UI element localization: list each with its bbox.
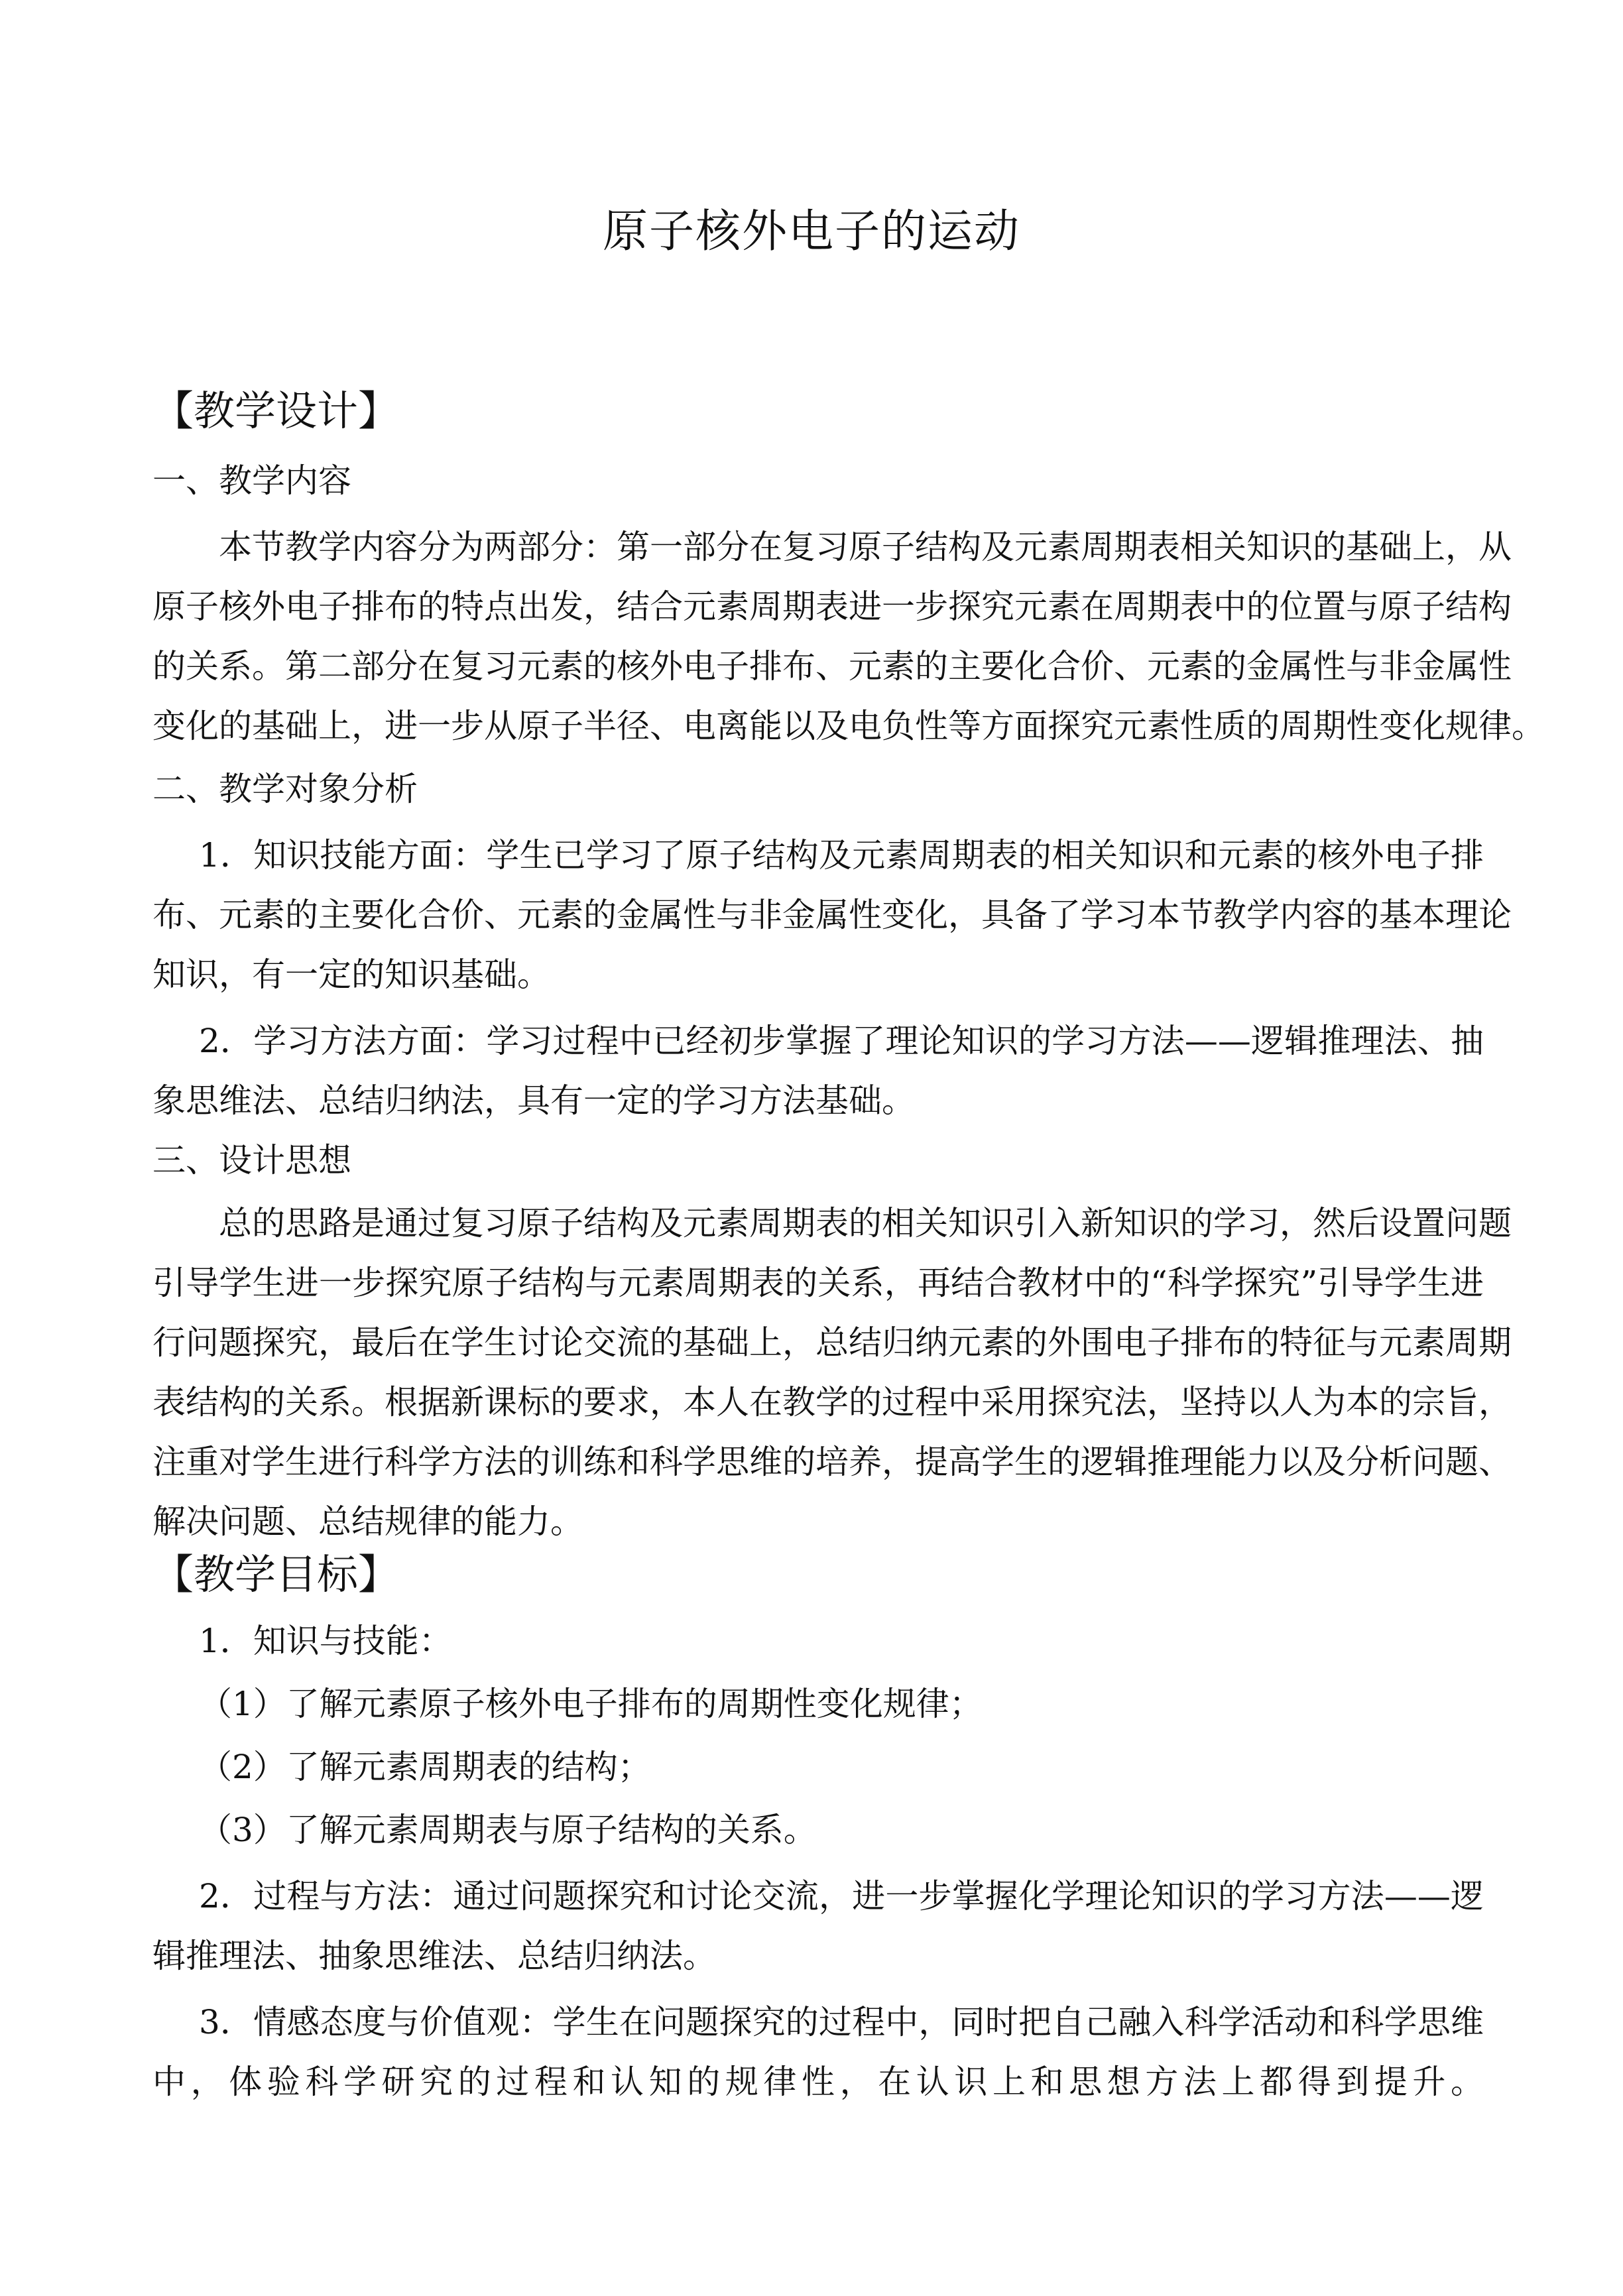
paragraph-line: 布、元素的主要化合价、元素的金属性与非金属性变化，具备了学习本节教学内容的基本理论	[152, 896, 1512, 934]
goal-line: 辑推理法、抽象思维法、总结归纳法。	[152, 1937, 716, 1975]
paragraph-line: 行问题探究，最后在学生讨论交流的基础上，总结归纳元素的外围电子排布的特征与元素周期	[152, 1323, 1512, 1362]
section-heading-teaching-design: 【教学设计】	[152, 387, 400, 435]
paragraph-line: 引导学生进一步探究原子结构与元素周期表的关系，再结合教材中的“科学探究”引导学生进	[152, 1264, 1484, 1302]
paragraph-line: 知识，有一定的知识基础。	[152, 955, 550, 994]
paragraph-line: 1．知识技能方面：学生已学习了原子结构及元素周期表的相关知识和元素的核外电子排	[199, 836, 1484, 875]
paragraph-line: 总的思路是通过复习原子结构及元素周期表的相关知识引入新知识的学习，然后设置问题	[219, 1204, 1512, 1242]
goal-line: 3．情感态度与价值观：学生在问题探究的过程中，同时把自己融入科学活动和科学思维	[199, 2003, 1484, 2041]
page-title: 原子核外电子的运动	[602, 206, 1020, 258]
paragraph-line: 象思维法、总结归纳法，具有一定的学习方法基础。	[152, 1081, 915, 1120]
paragraph-line: 原子核外电子排布的特点出发，结合元素周期表进一步探究元素在周期表中的位置与原子结构	[152, 587, 1512, 626]
goal-line: 2．过程与方法：通过问题探究和讨论交流，进一步掌握化学理论知识的学习方法——逻	[199, 1877, 1484, 1915]
part1-heading: 一、教学内容	[152, 461, 351, 500]
part2-heading: 二、教学对象分析	[152, 770, 418, 808]
paragraph-line: 变化的基础上，进一步从原子半径、电离能以及电负性等方面探究元素性质的周期性变化规律。	[152, 707, 1545, 745]
goal-line: 1．知识与技能：	[199, 1622, 452, 1660]
paragraph-line: 2．学习方法方面：学习过程中已经初步掌握了理论知识的学习方法——逻辑推理法、抽	[199, 1022, 1484, 1060]
paragraph-line: 表结构的关系。根据新课标的要求，本人在教学的过程中采用探究法，坚持以人为本的宗旨，	[152, 1383, 1512, 1421]
paragraph-line: 的关系。第二部分在复习元素的核外电子排布、元素的主要化合价、元素的金属性与非金属性	[152, 647, 1512, 686]
goal-line: （1）了解元素原子核外电子排布的周期性变化规律；	[199, 1685, 983, 1723]
part3-heading: 三、设计思想	[152, 1141, 351, 1179]
section-heading-teaching-goals: 【教学目标】	[152, 1550, 400, 1599]
paragraph-line: 注重对学生进行科学方法的训练和科学思维的培养，提高学生的逻辑推理能力以及分析问题、	[152, 1443, 1512, 1481]
paragraph-line: 本节教学内容分为两部分：第一部分在复习原子结构及元素周期表相关知识的基础上，从	[219, 528, 1512, 566]
goal-line: （2）了解元素周期表的结构；	[199, 1748, 651, 1786]
goal-line: （3）了解元素周期表与原子结构的关系。	[199, 1811, 817, 1849]
goal-line: 中，体验科学研究的过程和认知的规律性，在认识上和思想方法上都得到提升。	[152, 2063, 1484, 2101]
paragraph-line: 解决问题、总结规律的能力。	[152, 1502, 583, 1541]
